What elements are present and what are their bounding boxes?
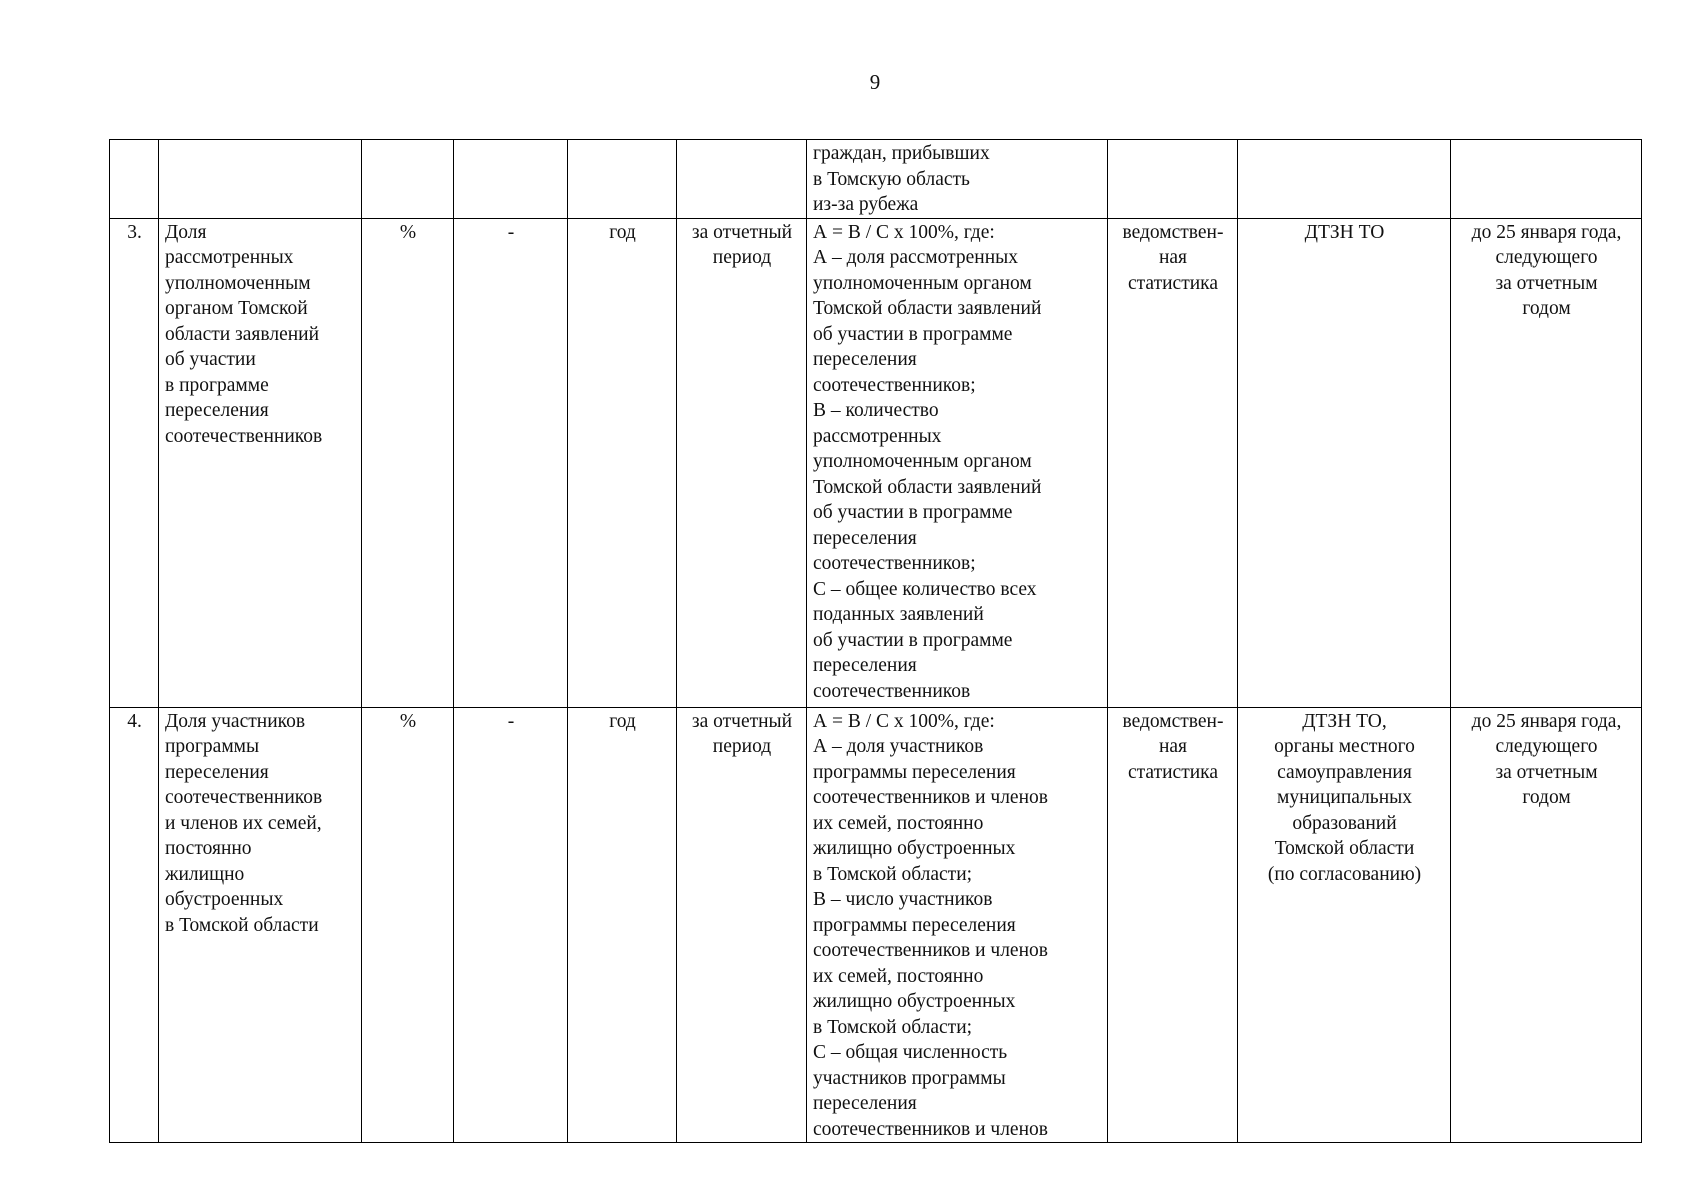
cell-line: соотечественников; [813, 553, 976, 574]
cell-line: об участии в программе [813, 629, 1013, 651]
dash: - [454, 218, 568, 707]
cell-line: следующего [1495, 247, 1598, 268]
cell-line: до 25 января года, [1471, 710, 1622, 732]
cell-line: участников программы [813, 1067, 1006, 1089]
cell-formula [807, 140, 1108, 219]
formula [807, 218, 1108, 707]
indicator-row [110, 218, 1642, 707]
period [677, 707, 807, 1143]
deadline [1451, 707, 1642, 1143]
cell-line: в программе [165, 374, 269, 396]
continuation-row [110, 140, 1642, 219]
cell-line: ведомствен- [1122, 710, 1224, 732]
cell-line: С – общее количество всех [813, 578, 1037, 600]
cell-line: А – доля участников [813, 736, 984, 757]
cell-line: С – общая численность [813, 1042, 1008, 1063]
cell-line: переселения [813, 527, 917, 549]
cell-line: уполномоченным органом [813, 272, 1032, 294]
periodicity: год [568, 707, 677, 1143]
cell-line: об участии [165, 349, 256, 370]
cell-line: соотечественников [165, 425, 323, 447]
cell-line: А – доля рассмотренных [813, 247, 1019, 268]
cell-line: муниципальных [1276, 787, 1412, 808]
cell-line: в Томской области; [813, 863, 973, 885]
cell-line: переселения [165, 400, 269, 421]
cell-line: рассмотренных [813, 425, 942, 447]
data-source [1108, 707, 1238, 1143]
cell-line: их семей, постоянно [813, 812, 984, 834]
cell-line: А = В / С х 100%, где: [813, 710, 995, 732]
cell-line: Томской области заявлений [813, 476, 1042, 498]
indicator-row [110, 707, 1642, 1143]
cell-line: уполномоченным [165, 272, 311, 294]
cell-line: соотечественников и членов [813, 787, 1048, 808]
dash: - [454, 707, 568, 1143]
cell-line: переселения [165, 761, 269, 783]
cell-line: переселения [813, 1093, 917, 1114]
cell-line: ная [1158, 736, 1188, 757]
cell-source [1108, 140, 1238, 219]
cell-line: переселения [813, 655, 917, 676]
cell-line: программы переселения [813, 914, 1016, 936]
cell-line: за отчетным [1495, 761, 1598, 783]
cell-line: Томской области заявлений [813, 298, 1042, 319]
cell-line: жилищно [165, 863, 245, 885]
page-number: 9 [869, 70, 881, 94]
cell-deadline [1451, 140, 1642, 219]
cell-line: Доля участников [165, 710, 306, 732]
cell-periodicity [568, 140, 677, 219]
cell-line: статистика [1128, 272, 1218, 294]
cell-line: жилищно обустроенных [813, 991, 1016, 1012]
cell-line: образований [1292, 812, 1397, 834]
cell-name [159, 140, 362, 219]
cell-responsible [1238, 140, 1451, 219]
cell-line: ДТЗН ТО, [1302, 710, 1387, 732]
formula-line: из-за рубежа [813, 194, 919, 215]
cell-line: статистика [1128, 761, 1218, 783]
cell-line: самоуправления [1277, 761, 1412, 783]
cell-line: Томской области [1274, 838, 1415, 859]
cell-line: органом Томской [165, 298, 308, 319]
cell-line: жилищно обустроенных [813, 838, 1016, 859]
row-number: 3. [110, 218, 159, 707]
cell-line: до 25 января года, [1471, 221, 1622, 243]
responsible [1238, 707, 1451, 1143]
cell-line: за отчетным [1495, 272, 1598, 294]
cell-line: соотечественников [165, 787, 323, 808]
cell-line: области заявлений [165, 323, 320, 345]
cell-line: соотечественников и членов [813, 940, 1048, 961]
cell-line: за отчетный [691, 710, 793, 732]
cell-line: переселения [813, 349, 917, 370]
cell-line: ведомствен- [1122, 221, 1224, 243]
cell-line: поданных заявлений [813, 604, 984, 625]
cell-line: в Томской области; [813, 1016, 973, 1038]
cell-line: ная [1158, 247, 1188, 268]
cell-line: постоянно [165, 838, 252, 859]
cell-line: годом [1522, 298, 1571, 319]
cell-line: ДТЗН ТО [1304, 221, 1385, 243]
responsible [1238, 218, 1451, 707]
data-source [1108, 218, 1238, 707]
cell-line: соотечественников; [813, 374, 976, 396]
cell-line: (по согласованию) [1267, 863, 1422, 885]
row-number: 4. [110, 707, 159, 1143]
cell-line: соотечественников и членов [813, 1118, 1048, 1140]
cell-line: следующего [1495, 736, 1598, 757]
deadline [1451, 218, 1642, 707]
unit: % [362, 707, 454, 1143]
formula-line: граждан, прибывших [813, 143, 990, 164]
cell-line: годом [1522, 787, 1571, 808]
period [677, 218, 807, 707]
indicators-table [109, 139, 1642, 1143]
periodicity: год [568, 218, 677, 707]
cell-line: в Томской области [165, 914, 319, 936]
unit: % [362, 218, 454, 707]
cell-line: В – число участников [813, 889, 993, 910]
cell-line: об участии в программе [813, 323, 1013, 345]
cell-number [110, 140, 159, 219]
cell-line: и членов их семей, [165, 812, 322, 834]
cell-line: рассмотренных [165, 247, 294, 268]
cell-period [677, 140, 807, 219]
cell-line: их семей, постоянно [813, 965, 984, 987]
cell-line: период [712, 247, 772, 268]
cell-dash [454, 140, 568, 219]
cell-line: А = В / С х 100%, где: [813, 221, 995, 243]
indicator-name [159, 218, 362, 707]
cell-line: уполномоченным органом [813, 451, 1032, 472]
cell-line: об участии в программе [813, 502, 1013, 523]
formula [807, 707, 1108, 1143]
cell-line: В – количество [813, 400, 939, 421]
formula-line: в Томскую область [813, 168, 970, 190]
indicator-name [159, 707, 362, 1143]
cell-line: органы местного [1274, 736, 1415, 757]
cell-line: Доля [165, 221, 207, 243]
cell-line: за отчетный [691, 221, 793, 243]
cell-line: программы переселения [813, 761, 1016, 783]
cell-line: обустроенных [165, 889, 284, 910]
cell-unit [362, 140, 454, 219]
cell-line: программы [165, 736, 260, 757]
cell-line: период [712, 736, 772, 757]
cell-line: соотечественников [813, 680, 971, 702]
